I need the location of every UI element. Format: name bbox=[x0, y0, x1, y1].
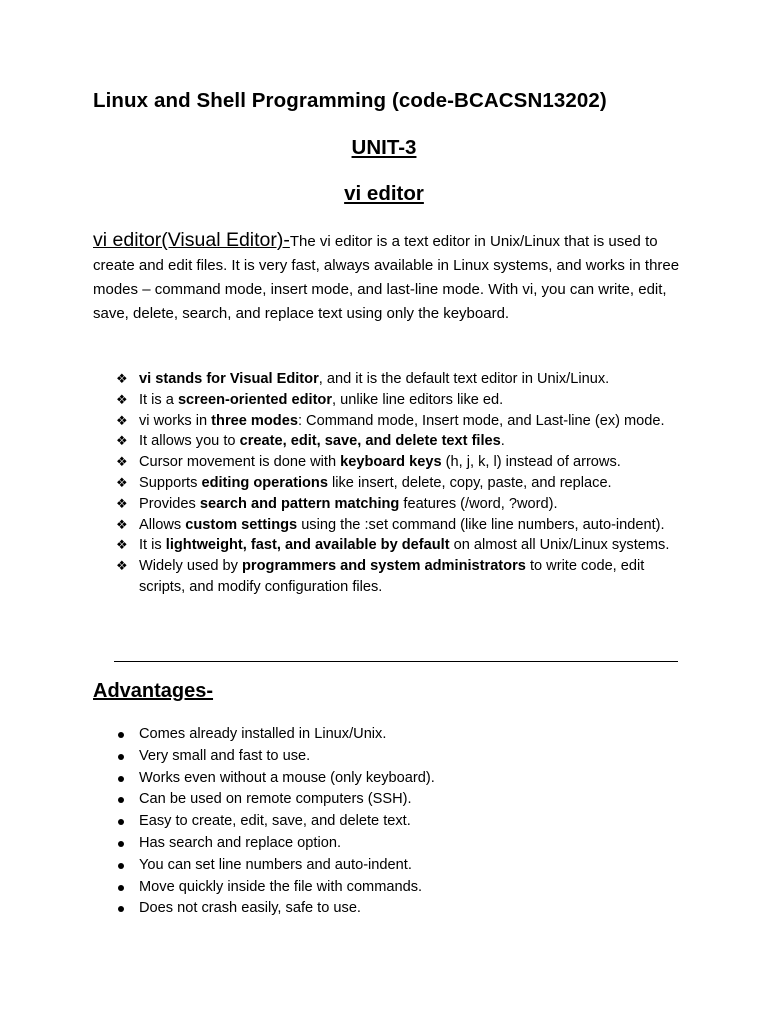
feature-text: , unlike line editors like ed. bbox=[332, 391, 504, 408]
diamond-bullet-icon: ❖ bbox=[116, 495, 128, 511]
feature-text: (h, j, k, l) instead of arrows. bbox=[441, 454, 621, 471]
feature-list bbox=[116, 369, 678, 598]
feature-text: It allows you to bbox=[139, 433, 240, 450]
advantage-item: You can set line numbers and auto-indent. bbox=[116, 855, 676, 877]
advantage-item: Move quickly inside the file with commands. bbox=[116, 877, 676, 899]
feature-text: using the :set command (like line numbers, auto-indent). bbox=[297, 516, 665, 533]
feature-text: Cursor movement is done with bbox=[139, 454, 341, 471]
diamond-bullet-icon: ❖ bbox=[116, 391, 128, 407]
feature-text: , and it is the default text editor in Unix/Linux. bbox=[318, 371, 610, 387]
feature-text: to write code, edit scripts, and modify configuration files. bbox=[139, 558, 645, 595]
feature-text: : Command mode, Insert mode, and Last-line (ex) mode. bbox=[297, 412, 665, 429]
advantage-item: Very small and fast to use. bbox=[116, 746, 676, 768]
feature-item bbox=[116, 473, 678, 494]
topic-title: vi editor bbox=[344, 182, 424, 205]
intro-text: The vi editor is a text editor in Unix/Linux that is used to create and edit files. It is very fast, always available in Linux systems, and works in three modes – command mode, insert mode, and last-line mode. With vi, you can write, edit, save, delete, search, and replace text using only the keyboard. bbox=[93, 233, 680, 322]
section-divider bbox=[114, 661, 678, 662]
feature-item bbox=[116, 390, 678, 411]
feature-bold: three modes bbox=[211, 412, 298, 429]
feature-bold: programmers and system administrators bbox=[242, 558, 526, 575]
advantage-item: Comes already installed in Linux/Unix. bbox=[116, 724, 676, 746]
feature-bold: editing operations bbox=[201, 474, 328, 491]
feature-bold: screen-oriented editor bbox=[177, 391, 333, 408]
feature-bold: search and pattern matching bbox=[199, 495, 400, 512]
feature-item bbox=[116, 535, 678, 556]
advantages-list bbox=[116, 724, 676, 920]
feature-item bbox=[116, 452, 678, 473]
diamond-bullet-icon: ❖ bbox=[116, 474, 128, 490]
diamond-bullet-icon: ❖ bbox=[116, 371, 128, 386]
feature-bold: custom settings bbox=[185, 516, 298, 533]
feature-item bbox=[116, 411, 678, 432]
feature-text: It is a bbox=[139, 391, 178, 408]
diamond-bullet-icon: ❖ bbox=[116, 558, 128, 574]
diamond-bullet-icon: ❖ bbox=[116, 537, 128, 553]
advantage-item: Can be used on remote computers (SSH). bbox=[116, 789, 676, 811]
feature-text: It is bbox=[139, 537, 166, 554]
diamond-bullet-icon: ❖ bbox=[116, 433, 128, 449]
feature-text: vi works in bbox=[139, 412, 212, 429]
feature-item bbox=[116, 556, 678, 598]
feature-text: features (/word, ?word). bbox=[399, 495, 558, 512]
feature-text: on almost all Unix/Linux systems. bbox=[449, 537, 670, 554]
feature-text: Widely used by bbox=[139, 558, 243, 575]
feature-item bbox=[116, 494, 678, 515]
intro-paragraph bbox=[93, 228, 683, 326]
feature-text: Provides bbox=[139, 495, 200, 512]
unit-title: UNIT-3 bbox=[351, 136, 417, 159]
feature-item bbox=[116, 369, 678, 390]
advantage-item: Has search and replace option. bbox=[116, 833, 676, 855]
advantages-heading: Advantages- bbox=[93, 680, 214, 702]
feature-bold: create, edit, save, and delete text files bbox=[239, 433, 501, 450]
advantage-item: Does not crash easily, safe to use. bbox=[116, 898, 676, 920]
feature-bold: lightweight, fast, and available by default bbox=[165, 537, 450, 554]
diamond-bullet-icon: ❖ bbox=[116, 454, 128, 470]
feature-text: . bbox=[500, 433, 505, 450]
feature-text: Supports bbox=[139, 474, 202, 491]
feature-bold: keyboard keys bbox=[340, 454, 442, 471]
diamond-bullet-icon: ❖ bbox=[116, 412, 128, 428]
advantage-item: Easy to create, edit, save, and delete text. bbox=[116, 811, 676, 833]
intro-term: vi editor(Visual Editor)- bbox=[93, 229, 290, 251]
advantage-item: Works even without a mouse (only keyboard). bbox=[116, 768, 676, 790]
feature-text: like insert, delete, copy, paste, and replace. bbox=[327, 474, 612, 491]
diamond-bullet-icon: ❖ bbox=[116, 516, 128, 532]
feature-bold: vi stands for Visual Editor bbox=[139, 371, 319, 387]
feature-text: Allows bbox=[139, 516, 186, 533]
feature-item bbox=[116, 431, 678, 452]
course-title: Linux and Shell Programming (code-BCACSN13202) bbox=[93, 89, 607, 112]
feature-item bbox=[116, 515, 678, 536]
